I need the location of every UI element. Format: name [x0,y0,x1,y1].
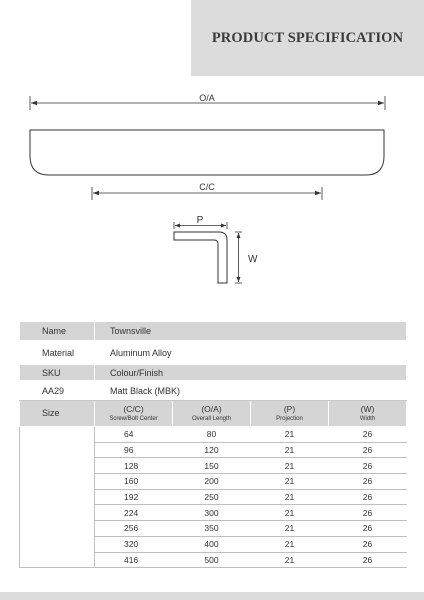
code-row [20,381,407,401]
cc-value: 96 [95,442,173,458]
sku-label: SKU [20,365,95,381]
oa-column-header: (O/A) Overall Length [173,401,251,427]
w-value: 26 [329,505,407,521]
footer-band [0,592,424,600]
cc-value: 416 [95,552,173,568]
name-row [20,322,407,341]
cc-value: 256 [95,521,173,537]
material-value: Aluminum Alloy [95,341,407,365]
size-row [20,427,407,443]
size-header-row [20,401,407,427]
code-value: Matt Black (MBK) [95,381,407,401]
oa-value: 120 [173,442,251,458]
cc-value: 192 [95,489,173,505]
size-blank-cell [20,427,95,568]
size-rows [20,427,407,568]
w-value: 26 [329,489,407,505]
w-value: 26 [329,552,407,568]
sku-row [20,365,407,381]
w-value: 26 [329,521,407,537]
p-column-header: (P) Projection [251,401,329,427]
p-value: 21 [251,552,329,568]
oa-value: 150 [173,458,251,474]
projection-label: P [196,215,204,226]
p-value: 21 [251,474,329,490]
cc-value: 224 [95,505,173,521]
cc-column-header: (C/C) Screw/Bolt Center [95,401,173,427]
p-value: 21 [251,505,329,521]
cc-value: 64 [95,427,173,443]
specification-table [19,321,407,568]
width-dimension [235,232,242,283]
w-value: 26 [329,427,407,443]
cc-value: 128 [95,458,173,474]
size-label: Size [20,401,95,427]
p-value: 21 [251,536,329,552]
w-value: 26 [329,458,407,474]
handle-profile [30,130,384,175]
name-label: Name [20,322,95,341]
p-value: 21 [251,442,329,458]
end-profile [174,232,227,283]
center-length-label: C/C [199,182,215,192]
w-column-header: (W) Width [329,401,407,427]
cc-value: 320 [95,536,173,552]
oa-value: 200 [173,474,251,490]
overall-length-label: O/A [199,93,215,103]
material-row [20,341,407,365]
oa-value: 400 [173,536,251,552]
width-label: W [248,254,258,265]
cc-value: 160 [95,474,173,490]
name-value: Townsville [95,322,407,341]
code-label: AA29 [20,381,95,401]
p-value: 21 [251,521,329,537]
p-value: 21 [251,427,329,443]
oa-value: 500 [173,552,251,568]
oa-value: 350 [173,521,251,537]
w-value: 26 [329,536,407,552]
p-value: 21 [251,489,329,505]
material-label: Material [20,341,95,365]
w-value: 26 [329,442,407,458]
w-value: 26 [329,474,407,490]
sku-value: Colour/Finish [95,365,407,381]
oa-value: 300 [173,505,251,521]
oa-value: 250 [173,489,251,505]
page-title: PRODUCT SPECIFICATION [211,29,404,46]
p-value: 21 [251,458,329,474]
oa-value: 80 [173,427,251,443]
